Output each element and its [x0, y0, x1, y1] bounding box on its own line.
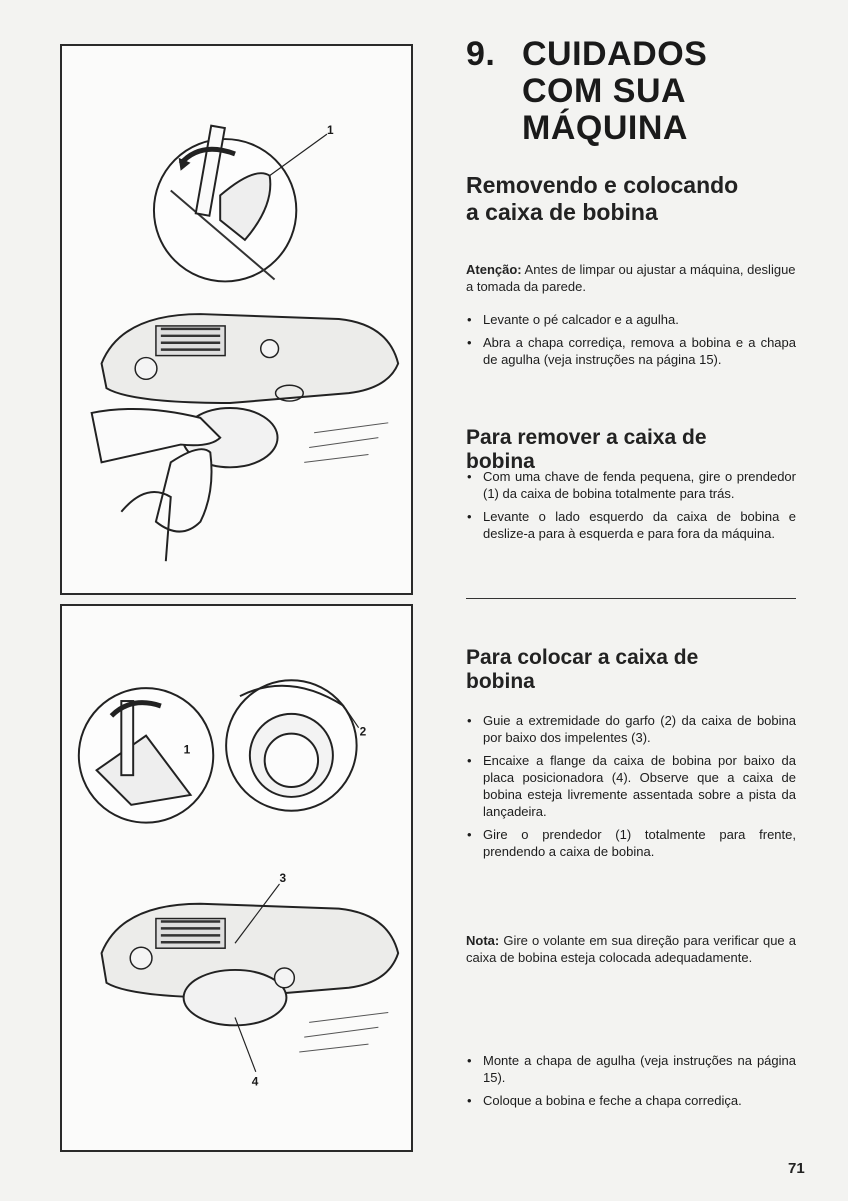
list-item-text: Com uma chave de fenda pequena, gire o prendedor (1) da caixa de bobina totalmente para trás. — [483, 469, 796, 501]
list-item — [466, 752, 796, 820]
chapter-title-line: MÁQUINA — [522, 109, 688, 147]
attention-paragraph — [466, 261, 796, 295]
heading-line: Para colocar a caixa de — [466, 646, 699, 669]
page-number: 71 — [788, 1160, 805, 1177]
illustration-remove-bobbin-case — [60, 44, 413, 595]
chapter-title-line: CUIDADOS — [522, 35, 708, 73]
list-item-text: Levante o pé calcador e a agulha. — [483, 312, 679, 327]
attention-text: Antes de limpar ou ajustar a máquina, desligue a tomada da parede. — [466, 262, 796, 294]
bullet-dot: • — [467, 1053, 472, 1068]
list-item-text: Coloque a bobina e feche a chapa corrediça. — [483, 1093, 742, 1108]
section-divider — [466, 598, 796, 599]
list-item-text: Guie a extremidade do garfo (2) da caixa de bobina por baixo dos impelentes (3). — [483, 713, 796, 745]
bullet-list-final — [466, 1052, 796, 1115]
bullet-list-remove — [466, 468, 796, 548]
list-item — [466, 468, 796, 502]
list-item-text: Abra a chapa corrediça, remova a bobina e a chapa de agulha (veja instruções na página 15). — [483, 335, 796, 367]
list-item — [466, 712, 796, 746]
heading-line: Removendo e colocando — [466, 172, 739, 198]
section-heading-remove-insert — [466, 172, 738, 226]
callout-3: 3 — [279, 870, 287, 885]
callout-4: 4 — [251, 1074, 259, 1089]
note-text: Gire o volante em sua direção para verificar que a caixa de bobina esteja colocada adequadamente. — [466, 933, 796, 965]
section-heading-remove — [466, 426, 707, 474]
callout-2: 2 — [359, 724, 367, 739]
section-heading-insert — [466, 646, 698, 694]
illustration-insert-bobbin-case — [60, 604, 413, 1152]
attention-label: Atenção: — [466, 262, 522, 277]
list-item — [466, 1092, 796, 1109]
list-item — [466, 508, 796, 542]
bullet-dot: • — [467, 469, 472, 484]
heading-line: bobina — [466, 450, 535, 473]
bullet-dot: • — [467, 753, 472, 768]
list-item — [466, 826, 796, 860]
callout-1-top: 1 — [326, 123, 334, 138]
bullet-dot: • — [467, 1093, 472, 1108]
bullet-list-insert — [466, 712, 796, 866]
heading-line: a caixa de bobina — [466, 199, 658, 225]
list-item — [466, 1052, 796, 1086]
insert-bobbin-case-drawing — [62, 606, 411, 1150]
chapter-title-line: COM SUA — [522, 72, 687, 110]
heading-line: bobina — [466, 670, 535, 693]
heading-line: Para remover a caixa de — [466, 426, 707, 449]
list-item-text: Gire o prendedor (1) totalmente para frente, prendendo a caixa de bobina. — [483, 827, 796, 859]
list-item-text: Monte a chapa de agulha (veja instruções na página 15). — [483, 1053, 796, 1085]
list-item-text: Levante o lado esquerdo da caixa de bobina e deslize-a para à esquerda e para fora da máquina. — [483, 509, 796, 541]
callout-1-bottom: 1 — [183, 742, 191, 757]
list-item — [466, 311, 796, 328]
bullet-dot: • — [467, 827, 472, 842]
bullet-dot: • — [467, 335, 472, 350]
bullet-dot: • — [467, 509, 472, 524]
chapter-number: 9. — [466, 35, 496, 73]
remove-bobbin-case-drawing — [62, 46, 411, 593]
bullet-dot: • — [467, 713, 472, 728]
note-paragraph — [466, 932, 796, 966]
list-item — [466, 334, 796, 368]
bullet-dot: • — [467, 312, 472, 327]
bullet-list-preparation — [466, 311, 796, 374]
list-item-text: Encaixe a flange da caixa de bobina por baixo da placa posicionadora (4). Observe que a caixa de bobina esteja livremente assentada sobre a pista da lançadeira. — [483, 753, 796, 819]
note-label: Nota: — [466, 933, 500, 948]
